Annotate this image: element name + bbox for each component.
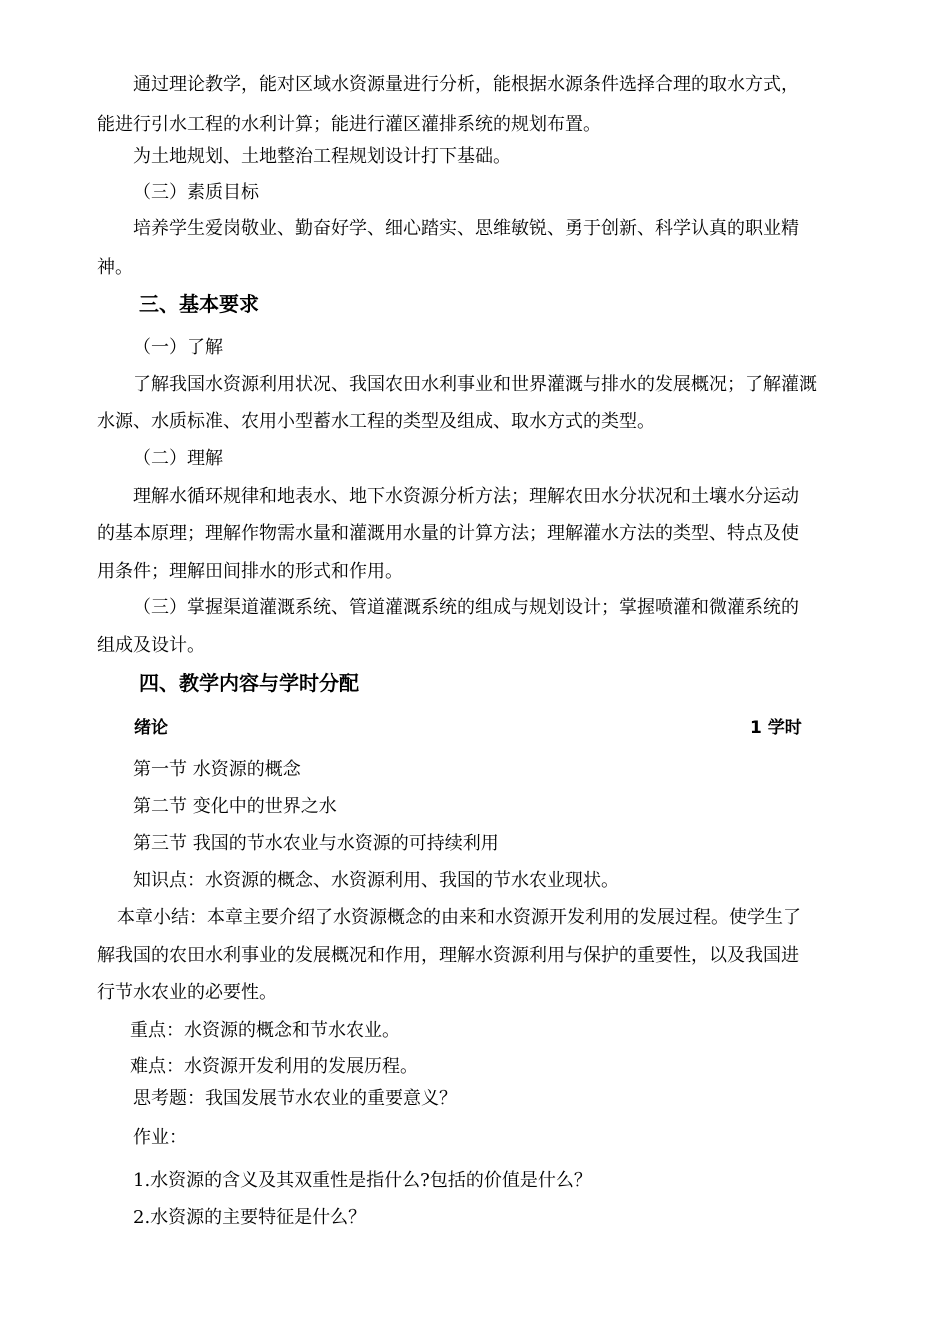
key-point: 重点：水资源的概念和节水农业。 — [130, 1020, 400, 1041]
para-line: 用条件；理解田间排水的形式和作用。 — [97, 561, 403, 582]
para-line: 通过理论教学，能对区域水资源量进行分析，能根据水源条件选择合理的取水方式， — [133, 74, 799, 95]
subheading: （三）素质目标 — [133, 182, 259, 203]
knowledge-points: 知识点：水资源的概念、水资源利用、我国的节水农业现状。 — [133, 870, 619, 891]
homework-item: 1.水资源的含义及其双重性是指什么?包括的价值是什么？ — [133, 1170, 592, 1191]
para-line: （三）掌握渠道灌溉系统、管道灌溉系统的组成与规划设计；掌握喷灌和微灌系统的 — [133, 597, 799, 618]
para-line: 组成及设计。 — [97, 635, 205, 656]
lesson-item: 第三节 我国的节水农业与水资源的可持续利用 — [133, 833, 499, 854]
question: 思考题：我国发展节水农业的重要意义？ — [133, 1088, 457, 1109]
para-line: 的基本原理；理解作物需水量和灌溉用水量的计算方法；理解灌水方法的类型、特点及使 — [97, 523, 799, 544]
lesson-item: 第一节 水资源的概念 — [133, 759, 301, 780]
section-heading: 三、基本要求 — [139, 292, 259, 316]
para-line: 本章小结：本章主要介绍了水资源概念的由来和水资源开发利用的发展过程。使学生了 — [117, 907, 801, 928]
difficulty: 难点：水资源开发利用的发展历程。 — [130, 1056, 418, 1077]
para-line: 了解我国水资源利用状况、我国农田水利事业和世界灌溉与排水的发展概况；了解灌溉 — [133, 374, 817, 395]
para-line: 能进行引水工程的水利计算；能进行灌区灌排系统的规划布置。 — [97, 114, 601, 135]
homework-label: 作业： — [133, 1127, 187, 1148]
para-line: 水源、水质标准、农用小型蓄水工程的类型及组成、取水方式的类型。 — [97, 411, 655, 432]
subheading: （二）理解 — [133, 448, 223, 469]
para-line: 培养学生爱岗敬业、勤奋好学、细心踏实、思维敏锐、勇于创新、科学认真的职业精 — [133, 218, 799, 239]
chapter-hours: 1 学时 — [750, 718, 802, 738]
para-line: 理解水循环规律和地表水、地下水资源分析方法；理解农田水分状况和土壤水分运动 — [133, 486, 799, 507]
para-line: 解我国的农田水利事业的发展概况和作用，理解水资源利用与保护的重要性，以及我国进 — [97, 945, 799, 966]
chapter-title: 绪论 — [134, 718, 168, 738]
para-line: 神。 — [97, 257, 133, 278]
section-heading: 四、教学内容与学时分配 — [139, 671, 359, 695]
para-line: 行节水农业的必要性。 — [97, 982, 277, 1003]
para-line: 为土地规划、土地整治工程规划设计打下基础。 — [133, 146, 511, 167]
subheading: （一）了解 — [133, 337, 223, 358]
homework-item: 2.水资源的主要特征是什么？ — [133, 1207, 367, 1228]
lesson-item: 第二节 变化中的世界之水 — [133, 796, 337, 817]
